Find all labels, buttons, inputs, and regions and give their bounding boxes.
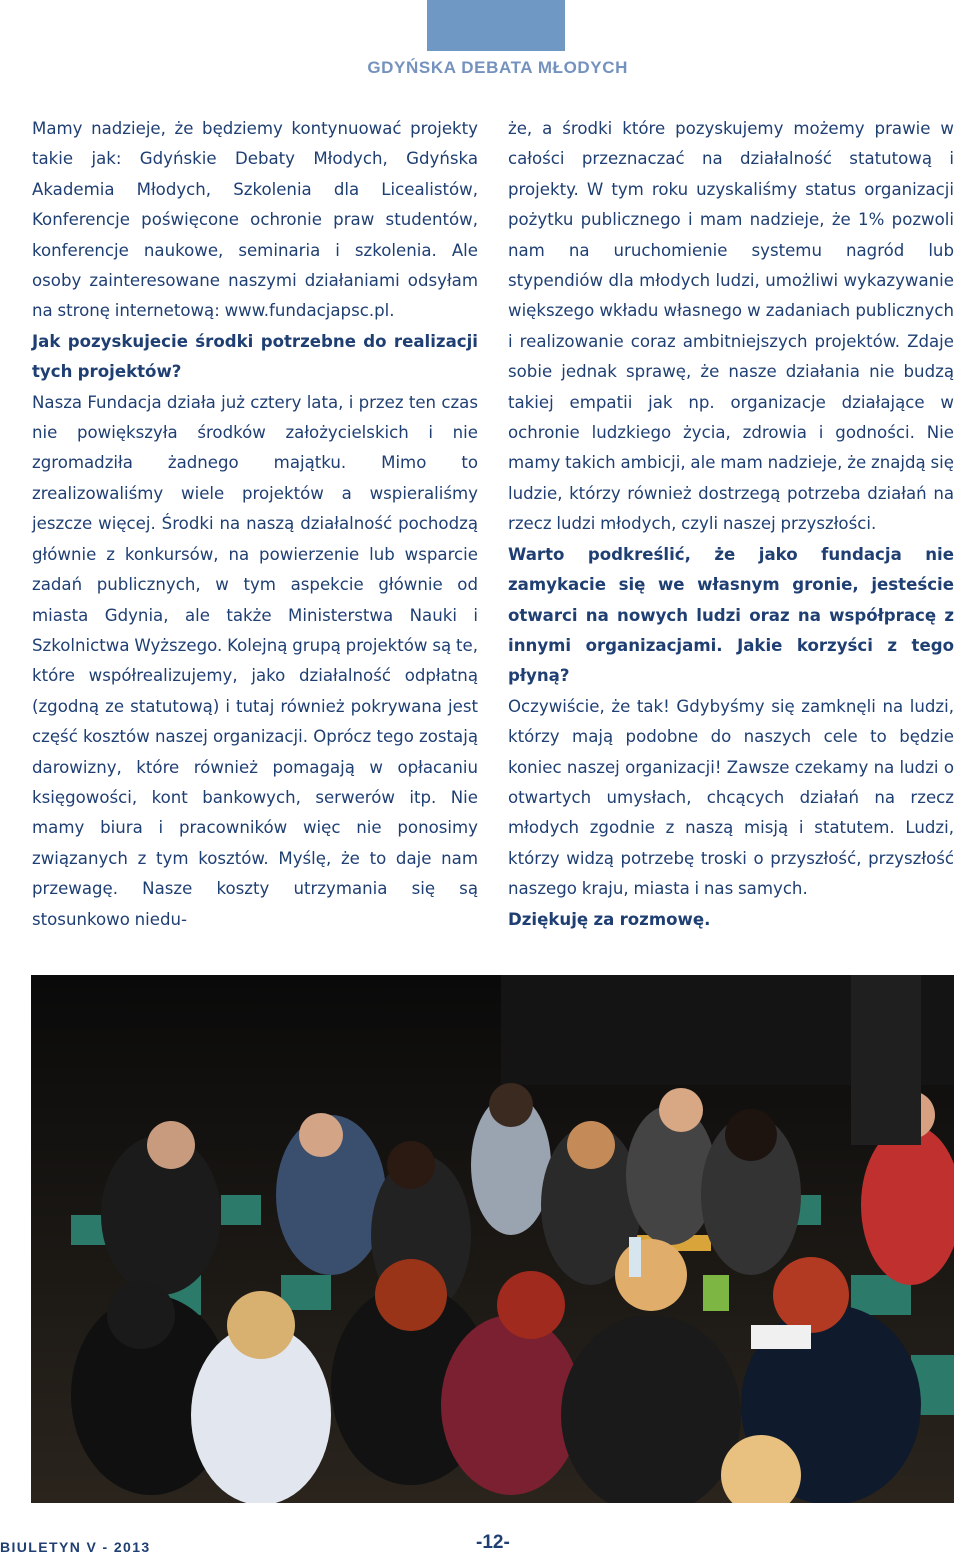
paragraph: Oczywiście, że tak! Gdybyśmy się zamknęli na ludzi, którzy mają podobne do naszych cele to będzie koniec naszej organizacji! Zawsze czekamy na ludzi o otwartych umysłach, chcących działań na rzecz młodych zgodnie z naszą misją i statutem. Ludzi, którzy widzą potrzebę troski o przyszłość, przyszłość naszego kraju, miasta i nas samych. <box>508 696 954 899</box>
paragraph: Mamy nadzieje, że będziemy kontynuować projekty takie jak: Gdyńskie Debaty Młodych, Gdyńska Akademia Młodych, Szkolenia dla Licealistów, Konferencje poświęcone ochronie praw studentów, konferencje naukowe, seminaria i szkolenia. Ale osoby zainteresowane naszymi działaniami odsyłam na stronę internetową: www.fundacjapsc.pl. <box>32 119 478 321</box>
publication-label: BIULETYN V - 2013 <box>0 1539 151 1555</box>
audience-photo <box>31 975 954 1503</box>
left-column <box>32 114 478 935</box>
paragraph: Nasza Fundacja działa już cztery lata, i przez ten czas nie powiększyła środków założycielskich i nie zgromadziła żadnego majątku. Mimo to zrealizowaliśmy wiele projektów a wspieraliśmy jeszcze więcej. Środki na naszą działalność pochodzą głównie z konkursów, na powierzenie lub wsparcie zadań publicznych, w tym aspekcie głównie od miasta Gdynia, ale także Ministerstwa Nauki i Szkolnictwa Wyższego. Kolejną grupą projektów są te, które współrealizujemy, jako działalność odpłatną (zgodną ze statutową) i tutaj również pokrywana jest część kosztów naszej organizacji. Oprócz tego zostają darowizny, które również pomagają w opłacaniu księgowości, kont bankowych, serwerów itp. Nie mamy biura i pracowników więc nie ponosimy związanych z tym kosztów. Myślę, że to daje nam przewagę. Nasze koszty utrzymania się są stosunkowo niedu- <box>32 392 478 929</box>
page-number: -12- <box>476 1532 510 1553</box>
paragraph: że, a środki które pozyskujemy możemy prawie w całości przeznaczać na działalność statutową i projekty. W tym roku uzyskaliśmy status organizacji pożytku publicznego i mam nadzieje, że 1% pozwoli nam na uruchomienie systemu nagród lub stypendiów dla młodych ludzi, umożliwi wykazywanie większego wkładu własnego w zadaniach publicznych i realizowanie coraz ambitniejszych projektów. Zdaje sobie jednak sprawę, że nasze działania nie budzą takiej empatii jak np. organizacje działające w ochronie ludzkiego życia, zdrowia i godności. Nie mamy takich ambicji, ale mam nadzieje, że znajdą się ludzie, którzy również dostrzegą potrzeba działań na rzecz ludzi młodych, czyli naszej przyszłości. <box>508 119 954 534</box>
section-title: GDYŃSKA DEBATA MŁODYCH <box>367 58 628 77</box>
interview-question: Warto podkreślić, że jako fundacja nie zamykacie się we własnym gronie, jesteście otwarci na nowych ludzi oraz na współpracę z innymi organizacjami. Jakie korzyści z tego płyną? <box>508 544 954 686</box>
interview-question: Jak pozyskujecie środki potrzebne do realizacji tych projektów? <box>32 331 478 382</box>
right-column <box>508 114 954 935</box>
closing-line: Dziękuję za rozmowę. <box>508 909 711 929</box>
header-tab-block <box>427 0 565 51</box>
